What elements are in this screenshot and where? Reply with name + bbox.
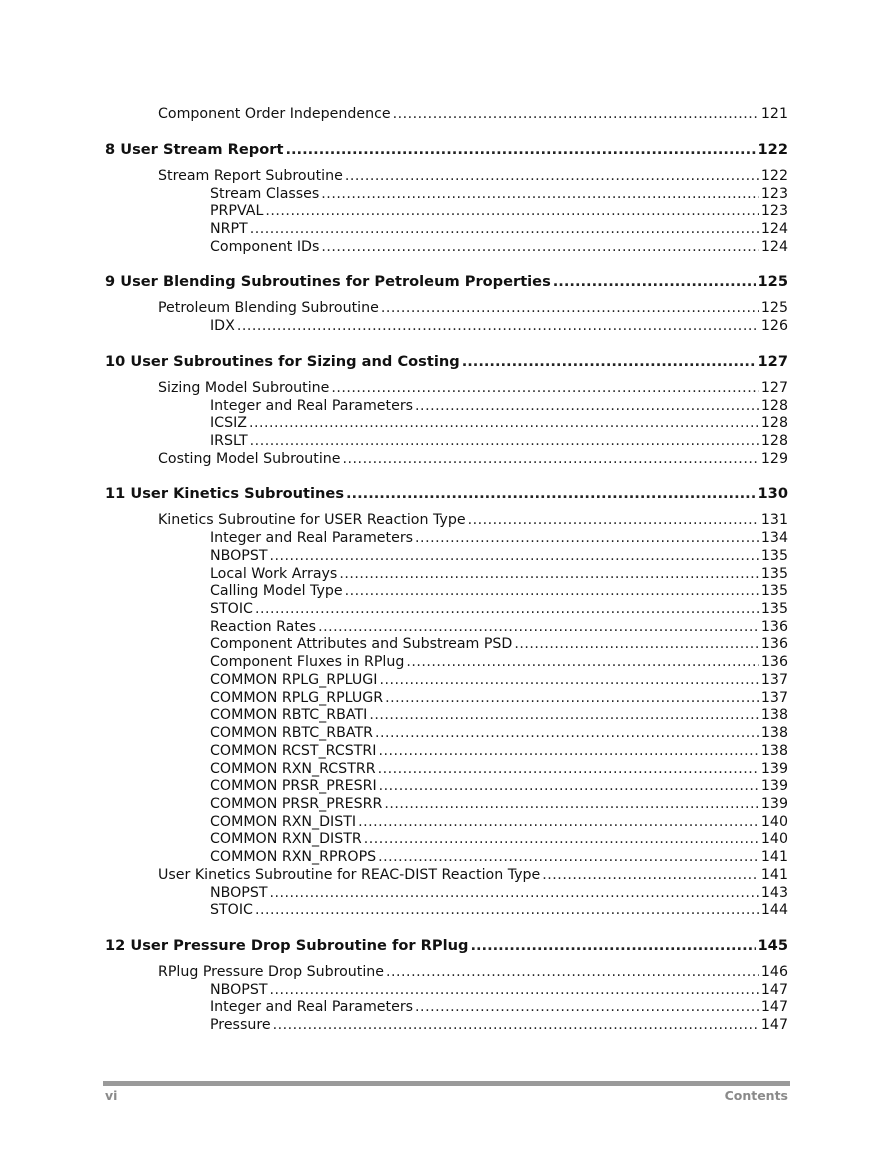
toc-entry-page-number: 138 (760, 707, 788, 723)
toc-entry[interactable] (210, 760, 788, 778)
toc-entry[interactable] (210, 830, 788, 848)
dot-leader (379, 777, 759, 795)
toc-entry-title: NRPT (210, 221, 248, 237)
dot-leader (379, 671, 758, 689)
dot-leader (406, 653, 759, 671)
toc-entry[interactable] (210, 238, 788, 256)
dot-leader (339, 565, 759, 583)
toc-entry-title: COMMON RXN_DISTI (210, 814, 357, 830)
toc-entry-title: NBOPST (210, 982, 268, 998)
footer-section-label: Contents (724, 1088, 788, 1103)
toc-entry[interactable] (158, 105, 788, 123)
toc-entry-title: Sizing Model Subroutine (158, 380, 330, 396)
dot-leader (378, 742, 758, 760)
toc-entry[interactable] (210, 432, 788, 450)
toc-entry-title: COMMON RXN_RPROPS (210, 849, 377, 865)
toc-entry[interactable] (158, 379, 788, 397)
toc-entry-page-number: 122 (757, 141, 788, 158)
dot-leader (255, 901, 759, 919)
toc-entry-page-number: 140 (760, 814, 788, 830)
toc-entry-title: 8 User Stream Report (105, 141, 284, 158)
toc-chapter-entry[interactable] (105, 273, 788, 291)
toc-entry-title: Local Work Arrays (210, 566, 338, 582)
dot-leader (415, 998, 759, 1016)
toc-entry-page-number: 146 (760, 964, 788, 980)
toc-entry[interactable] (210, 998, 788, 1016)
toc-entry-page-number: 135 (760, 601, 788, 617)
toc-entry[interactable] (210, 706, 788, 724)
dot-leader (386, 963, 759, 981)
toc-entry-page-number: 143 (760, 885, 788, 901)
toc-chapter-entry[interactable] (105, 485, 788, 503)
toc-entry[interactable] (210, 689, 788, 707)
toc-entry-page-number: 136 (760, 654, 788, 670)
dot-leader (415, 397, 759, 415)
toc-entry-title: 10 User Subroutines for Sizing and Costing (105, 353, 460, 370)
toc-entry-title: IDX (210, 318, 235, 334)
dot-leader (378, 760, 759, 778)
toc-entry-page-number: 137 (760, 690, 788, 706)
toc-entry-title: STOIC (210, 902, 253, 918)
dot-leader (249, 414, 759, 432)
dot-leader (331, 379, 759, 397)
dot-leader (250, 220, 759, 238)
toc-entry-page-number: 139 (760, 796, 788, 812)
toc-entry-title: ICSIZ (210, 415, 247, 431)
dot-leader (270, 547, 759, 565)
dot-leader (346, 485, 756, 503)
footer-page-number: vi (105, 1088, 118, 1103)
toc-entry-title: 9 User Blending Subroutines for Petroleum Properties (105, 273, 551, 290)
toc-entry[interactable] (210, 600, 788, 618)
toc-entry[interactable] (210, 901, 788, 919)
toc-entry-page-number: 135 (760, 583, 788, 599)
toc-entry[interactable] (158, 866, 788, 884)
dot-leader (345, 167, 759, 185)
toc-entry-title: Component Fluxes in RPlug (210, 654, 405, 670)
toc-entry-page-number: 138 (760, 725, 788, 741)
toc-entry-title: PRPVAL (210, 203, 264, 219)
toc-entry[interactable] (210, 671, 788, 689)
toc-entry-title: Stream Classes (210, 186, 320, 202)
dot-leader (270, 884, 759, 902)
toc-entry-page-number: 125 (757, 273, 788, 290)
toc-entry[interactable] (158, 450, 788, 468)
dot-leader (375, 724, 759, 742)
toc-entry[interactable] (210, 618, 788, 636)
toc-entry[interactable] (210, 981, 788, 999)
dot-leader (321, 238, 759, 256)
toc-entry[interactable] (210, 414, 788, 432)
dot-leader (415, 529, 759, 547)
dot-leader (318, 618, 759, 636)
toc-entry-page-number: 131 (760, 512, 788, 528)
toc-entry[interactable] (210, 884, 788, 902)
toc-entry-page-number: 124 (760, 239, 788, 255)
toc-entry-title: Stream Report Subroutine (158, 168, 343, 184)
dot-leader (364, 830, 759, 848)
toc-entry-page-number: 139 (760, 761, 788, 777)
toc-entry-page-number: 147 (760, 982, 788, 998)
toc-entry[interactable] (210, 635, 788, 653)
toc-entry-title: NBOPST (210, 885, 268, 901)
dot-leader (542, 866, 759, 884)
toc-entry-page-number: 134 (760, 530, 788, 546)
dot-leader (273, 1016, 759, 1034)
dot-leader (378, 848, 759, 866)
dot-leader (468, 511, 759, 529)
toc-entry-page-number: 138 (760, 743, 788, 759)
dot-leader (384, 795, 759, 813)
dot-leader (470, 937, 755, 955)
toc-entry-page-number: 128 (760, 415, 788, 431)
toc-entry[interactable] (210, 848, 788, 866)
toc-entry[interactable] (210, 547, 788, 565)
toc-entry-title: COMMON RPLG_RPLUGI (210, 672, 378, 688)
toc-entry-title: STOIC (210, 601, 253, 617)
toc-chapter-entry[interactable] (105, 937, 788, 955)
toc-entry-page-number: 122 (760, 168, 788, 184)
toc-entry-page-number: 135 (760, 566, 788, 582)
toc-entry-page-number: 123 (760, 203, 788, 219)
toc-chapter-entry[interactable] (105, 141, 788, 159)
dot-leader (385, 689, 759, 707)
dot-leader (393, 105, 759, 123)
dot-leader (270, 981, 759, 999)
toc-entry-page-number: 136 (760, 636, 788, 652)
toc-entry-title: 11 User Kinetics Subroutines (105, 485, 345, 502)
toc-entry[interactable] (210, 653, 788, 671)
toc-entry[interactable] (210, 795, 788, 813)
toc-entry-title: COMMON RPLG_RPLUGR (210, 690, 384, 706)
toc-entry[interactable] (210, 813, 788, 831)
toc-entry-page-number: 126 (760, 318, 788, 334)
toc-entry-title: Pressure (210, 1017, 271, 1033)
toc-entry-page-number: 141 (760, 867, 788, 883)
dot-leader (255, 600, 759, 618)
toc-entry-title: RPlug Pressure Drop Subroutine (158, 964, 385, 980)
toc-entry-page-number: 127 (757, 353, 788, 370)
toc-entry[interactable] (210, 397, 788, 415)
toc-entry-title: Costing Model Subroutine (158, 451, 341, 467)
toc-entry-page-number: 135 (760, 548, 788, 564)
toc-entry-title: Calling Model Type (210, 583, 343, 599)
toc-entry-title: IRSLT (210, 433, 248, 449)
dot-leader (514, 635, 759, 653)
toc-entry-title: Kinetics Subroutine for USER Reaction Type (158, 512, 466, 528)
toc-entry-title: Component Attributes and Substream PSD (210, 636, 513, 652)
dot-leader (553, 273, 756, 291)
toc-entry[interactable] (210, 1016, 788, 1034)
toc-entry-page-number: 136 (760, 619, 788, 635)
dot-leader (250, 432, 759, 450)
toc-entry[interactable] (210, 742, 788, 760)
dot-leader (321, 185, 759, 203)
toc-entry[interactable] (210, 565, 788, 583)
toc-entry-page-number: 144 (760, 902, 788, 918)
dot-leader (343, 450, 759, 468)
dot-leader (462, 353, 756, 371)
toc-entry-title: Petroleum Blending Subroutine (158, 300, 379, 316)
toc-entry[interactable] (158, 963, 788, 981)
toc-entry-page-number: 127 (760, 380, 788, 396)
toc-entry[interactable] (158, 167, 788, 185)
toc-entry-page-number: 147 (760, 999, 788, 1015)
dot-leader (265, 202, 759, 220)
toc-entry-title: NBOPST (210, 548, 268, 564)
toc-entry-page-number: 147 (760, 1017, 788, 1033)
toc-entry[interactable] (210, 529, 788, 547)
toc-entry[interactable] (158, 511, 788, 529)
toc-entry-page-number: 139 (760, 778, 788, 794)
toc-entry-title: Component Order Independence (158, 106, 391, 122)
toc-entry[interactable] (210, 202, 788, 220)
toc-entry-page-number: 137 (760, 672, 788, 688)
toc-entry-page-number: 129 (760, 451, 788, 467)
dot-leader (345, 582, 759, 600)
toc-entry-title: COMMON PRSR_PRESRI (210, 778, 377, 794)
toc-entry-title: COMMON RBTC_RBATR (210, 725, 373, 741)
dot-leader (237, 317, 759, 335)
toc-entry-page-number: 128 (760, 433, 788, 449)
toc-entry-title: COMMON RXN_DISTR (210, 831, 362, 847)
footer-rule (103, 1081, 790, 1086)
toc-entry[interactable] (210, 724, 788, 742)
toc-entry[interactable] (210, 220, 788, 238)
dot-leader (369, 706, 759, 724)
toc-entry-page-number: 121 (760, 106, 788, 122)
dot-leader (285, 141, 755, 159)
toc-entry-title: 12 User Pressure Drop Subroutine for RPlug (105, 937, 469, 954)
toc-entry-page-number: 140 (760, 831, 788, 847)
toc-entry-title: COMMON RXN_RCSTRR (210, 761, 376, 777)
toc-entry-title: Integer and Real Parameters (210, 999, 414, 1015)
toc-entry-page-number: 130 (757, 485, 788, 502)
toc-entry-title: COMMON PRSR_PRESRR (210, 796, 383, 812)
dot-leader (358, 813, 759, 831)
toc-entry[interactable] (210, 317, 788, 335)
toc-entry-title: Integer and Real Parameters (210, 530, 414, 546)
toc-entry-title: User Kinetics Subroutine for REAC-DIST Reaction Type (158, 867, 541, 883)
toc-entry-title: Component IDs (210, 239, 320, 255)
toc-entry[interactable] (210, 185, 788, 203)
toc-entry-title: COMMON RCST_RCSTRI (210, 743, 377, 759)
toc-entry-page-number: 123 (760, 186, 788, 202)
toc-entry-page-number: 128 (760, 398, 788, 414)
dot-leader (381, 299, 759, 317)
toc-entry-title: Integer and Real Parameters (210, 398, 414, 414)
toc-entry[interactable] (158, 299, 788, 317)
toc-entry[interactable] (210, 777, 788, 795)
toc-entry-page-number: 124 (760, 221, 788, 237)
toc-entry-title: Reaction Rates (210, 619, 317, 635)
toc-entry[interactable] (210, 582, 788, 600)
toc-entry-page-number: 125 (760, 300, 788, 316)
toc-chapter-entry[interactable] (105, 353, 788, 371)
toc-entry-title: COMMON RBTC_RBATI (210, 707, 368, 723)
toc-entry-page-number: 145 (757, 937, 788, 954)
toc-entry-page-number: 141 (760, 849, 788, 865)
